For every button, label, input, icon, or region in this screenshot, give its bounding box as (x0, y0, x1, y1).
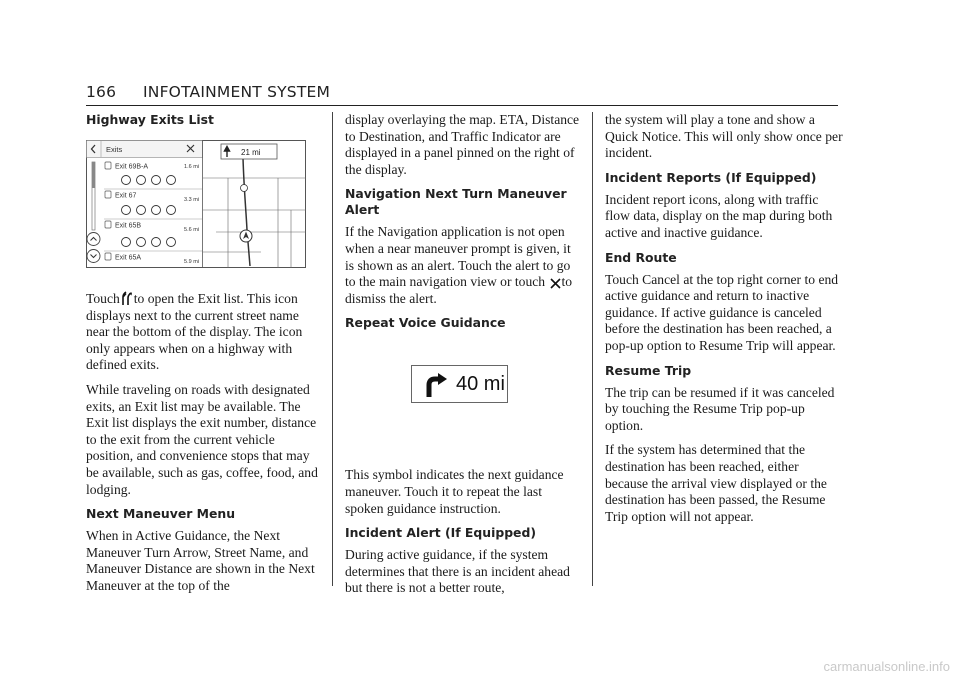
distance-badge: 21 mi (241, 148, 261, 157)
exit-distance: 1.6 mi (184, 164, 199, 170)
heading-navigation-next-turn-maneuver-alert: Navigation Next Turn Maneuver Alert (345, 186, 567, 218)
header-rule (86, 105, 838, 106)
exit-list-icon (121, 291, 133, 306)
text-touch: Touch (86, 291, 120, 306)
exit-distance: 3.3 mi (184, 197, 199, 203)
paragraph: display overlaying the map. ETA, Distance to Destination, and Traffic Indicator are displayed in a panel pinned on the right of the display. (345, 112, 580, 177)
text-exit-list-description: to open the Exit list. This icon displays next to the current street name near the bottom of the display. The icon only appears when on a highway with defined exits. (86, 291, 303, 373)
waypoint-icon (241, 185, 248, 192)
watermark: carmanualsonline.info (823, 659, 950, 674)
section-title: INFOTAINMENT SYSTEM (143, 83, 331, 101)
paragraph: While traveling on roads with designated exits, an Exit list may be available. The Exit list displays the exit number, distance to the exit from the current vehicle position, and convenience stops that may be available, such as gas, coffee, food, and lodging. (86, 381, 318, 497)
text-dismiss: to dismiss the alert. (345, 274, 573, 306)
exits-list-screen-figure (86, 140, 306, 268)
column-1 (86, 112, 324, 603)
repeat-voice-guidance-figure (345, 365, 583, 427)
turn-right-arrow-icon (422, 371, 450, 399)
exit-distance: 5.6 mi (184, 227, 199, 233)
paragraph: Incident report icons, along with traffic flow data, display on the map during both active and inactive guidance. (605, 191, 833, 240)
paragraph: the system will play a tone and show a Quick Notice. This will only show once per incident. (605, 112, 843, 161)
column-divider (332, 112, 333, 586)
paragraph: During active guidance, if the system determines that there is an incident ahead but there is not a better route, (345, 547, 570, 596)
paragraph (86, 291, 324, 374)
scroll-down-icon (87, 250, 100, 263)
next-maneuver-button[interactable] (411, 365, 508, 403)
column-3 (605, 112, 843, 533)
exit-distance: 5.9 mi (184, 259, 199, 265)
heading-incident-reports: Incident Reports (If Equipped) (605, 169, 817, 185)
paragraph: This symbol indicates the next guidance maneuver. Touch it to repeat the last spoken guidance instruction. (345, 467, 564, 516)
exits-title: Exits (106, 145, 123, 154)
heading-end-route: End Route (605, 249, 677, 265)
column-divider (592, 112, 593, 586)
paragraph: Touch Cancel at the top right corner to end active guidance and return to inactive guidance. If active guidance is canceled before the destination has been reached, a pop-up option to Resume Trip will appear. (605, 271, 839, 353)
paragraph: When in Active Guidance, the Next Maneuver Turn Arrow, Street Name, and Maneuver Distance are shown in the Next Maneuver at the top of the (86, 528, 315, 593)
maneuver-distance: 40 mi (456, 373, 505, 396)
close-icon (550, 278, 561, 289)
heading-repeat-voice-guidance: Repeat Voice Guidance (345, 315, 506, 331)
paragraph: The trip can be resumed if it was canceled by touching the Resume Trip pop-up option. (605, 384, 835, 433)
paragraph (345, 224, 583, 307)
heading-incident-alert: Incident Alert (If Equipped) (345, 525, 536, 541)
exit-name: Exit 65A (115, 254, 142, 262)
paragraph: If the system has determined that the destination has been reached, either because the arrival view displayed or the destination has been passed, the Resume Trip option will not appear. (605, 442, 827, 524)
exit-name: Exit 65B (115, 222, 142, 230)
text-alert-description: If the Navigation application is not open when a near maneuver prompt is given, it is shown as an alert. Touch the alert to go to the main navigation view or touch (345, 224, 571, 290)
heading-highway-exits-list: Highway Exits List (86, 112, 214, 127)
page-header (86, 80, 838, 106)
page-number: 166 (86, 83, 117, 101)
heading-resume-trip: Resume Trip (605, 362, 692, 378)
exit-name: Exit 67 (115, 192, 137, 200)
column-2 (345, 112, 583, 605)
scroll-up-icon (87, 233, 100, 246)
heading-next-maneuver-menu: Next Maneuver Menu (86, 506, 236, 522)
exit-name: Exit 69B-A (115, 163, 149, 171)
